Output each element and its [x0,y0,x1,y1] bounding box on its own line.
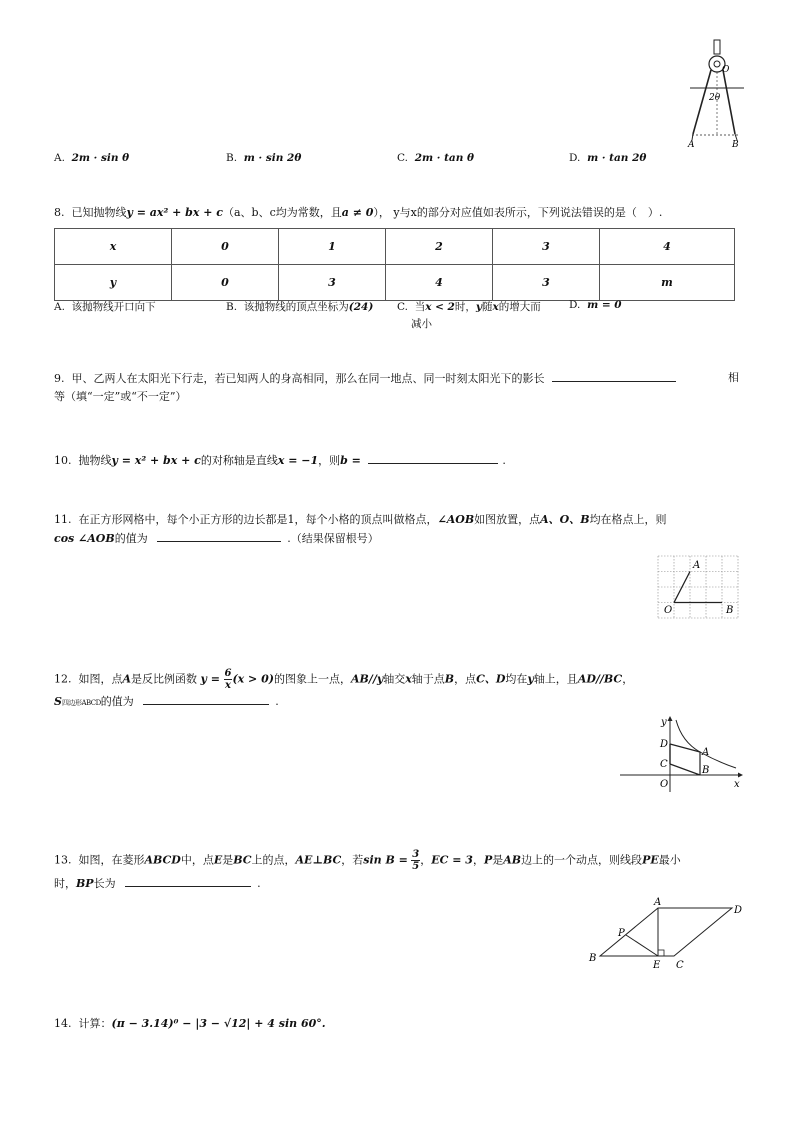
label-o: O [664,605,673,616]
q7-option-b[interactable]: B. m · sin 2θ [226,152,302,164]
table-row: x 0 1 2 3 4 [55,229,735,265]
q11-stem: 11. 在正方形网格中，每个小正方形的边长都是1，每个小格的顶点叫做格点，∠AOB如图放置，点A、O、B均在格点上，则 [54,513,667,526]
label-c: C [676,960,684,971]
q8-option-a[interactable]: A. 该抛物线开口向下 [54,301,156,313]
q13-answer-blank[interactable] [125,874,251,887]
q12-stem: 12. 如图，点A是反比例函数 y = $\frac{6}{x}$ (x > 0)的图象上一点，AB//y轴交x轴于点B，点C、D均在y轴上，且AD//BC， [54,668,634,691]
q8-option-b[interactable]: B. 该抛物线的顶点坐标为(24) [226,301,374,313]
q9-answer-blank[interactable] [552,369,676,382]
label-d: D [734,905,743,916]
compass-figure [682,38,752,150]
label-b: B [702,765,710,776]
label-o: O [660,779,669,790]
q10-stem: 10. 抛物线y = x² + bx + c的对称轴是直线x = −1，则b = . [54,451,506,470]
q13-rhombus-figure [586,896,746,972]
label-e: E [653,960,661,971]
q8-stem: 8. 已知抛物线y = ax² + bx + c（a、b、c均为常数，且a ≠ 0）， y与x的部分对应值如表所示，下列说法错误的是（ ）. [54,206,663,219]
label-a: A [702,747,710,758]
q9-stem: 9. 甲、乙两人在太阳光下行走，若已知两人的身高相同，那么在同一地点、同一时刻太阳光下的影长 相 [54,371,739,385]
q11-answer-blank[interactable] [157,529,281,542]
q8-value-table [54,228,735,301]
label-p: P [618,928,625,939]
q12-answer-blank[interactable] [143,692,269,705]
label-d: D [660,739,669,750]
label-a: A [688,140,695,150]
q7-option-a[interactable]: A. 2m · sin θ [54,152,130,164]
q13-stem: 13. 如图，在菱形ABCD中，点E是BC上的点，AE⊥BC，若sin B = $\frac{3}{5}$ ，EC = 3，P是AB边上的一个动点，则线段PE最小 [54,849,681,872]
q11-grid-figure [656,554,742,620]
q12-coordinate-figure [618,712,744,794]
q12-stem-line2: S四边形ABCD的值为 . [54,692,279,712]
label-2theta: 2θ [709,93,721,103]
q10-answer-blank[interactable] [368,451,498,464]
q14-stem: 14. 计算：(π − 3.14)⁰ − |3 − √12| + 4 sin 60°. [54,1017,326,1030]
q13-stem-line2: 时，BP长为 . [54,874,261,893]
label-o: O [722,65,730,75]
label-b: B [589,953,597,964]
table-row: y 0 3 4 3 m [55,265,735,301]
label-a: A [654,897,662,908]
label-a: A [693,560,701,571]
label-c: C [660,759,668,770]
q8-option-d[interactable]: D. m = 0 [569,299,622,311]
label-b: B [726,605,734,616]
label-x: x [734,779,740,790]
q9-stem-line2: 等（填“一定”或“不一定”） [54,390,187,403]
q11-stem-line2: cos ∠AOB的值为 .（结果保留根号） [54,529,379,548]
q7-option-c[interactable]: C. 2m · tan θ [397,152,475,164]
q8-option-c[interactable]: C. 当x < 2时，y随x的增大而 减小 [397,301,541,330]
q7-option-d[interactable]: D. m · tan 2θ [569,152,647,164]
label-b: B [732,140,739,150]
label-y: y [661,717,667,728]
